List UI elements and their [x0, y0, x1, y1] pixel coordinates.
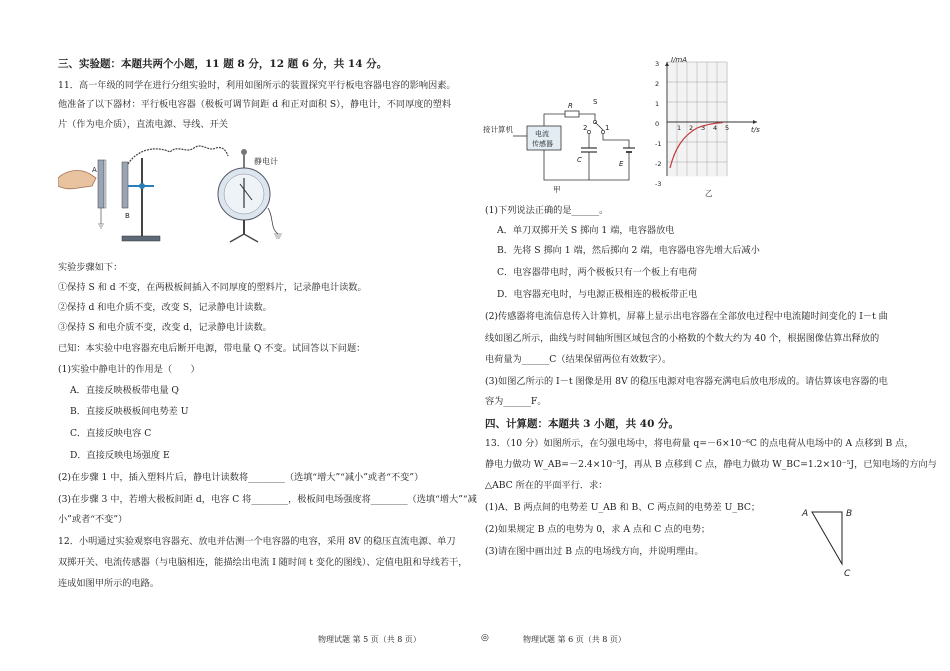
y-tick-label: 2	[655, 80, 660, 88]
y-tick-label: -3	[655, 180, 662, 188]
x-tick-label: 1	[677, 124, 682, 132]
point-a-label: A	[802, 509, 809, 519]
x-tick-label: 2	[689, 124, 694, 132]
plate-b-label: B	[125, 212, 130, 220]
step-3: ③保持 S 和电介质不变，改变 d，记录静电计读数。	[58, 322, 272, 333]
resistor-r	[565, 111, 579, 117]
q11-line-1: 11．高一年级的同学在进行分组实验时，利用如图所示的装置探究平行板电容器电容的影响因素。	[58, 80, 456, 91]
triangle-abc	[790, 502, 870, 582]
q13-sub3: (3)请在图中画出过 B 点的电场线方向，并说明理由。	[485, 546, 704, 557]
q12-right-sub2-line-3: 电荷量为______C（结果保留两位有效数字）。	[485, 354, 672, 365]
q12-line-3: 连成如图甲所示的电路。	[58, 578, 160, 589]
y-tick-label: 1	[655, 100, 660, 108]
graph-ylabel: I/mA	[671, 56, 688, 64]
q11-known: 已知：本实验中电容器充电后断开电源，带电量 Q 不变。试回答以下问题：	[58, 343, 366, 354]
graph-grid	[667, 62, 730, 176]
right-page	[475, 0, 950, 671]
plate-a	[98, 160, 104, 208]
terminal-2-label: 2	[583, 124, 588, 132]
q12-right-option-c: C．电容器带电时，两个极板只有一个板上有电荷	[497, 267, 697, 278]
y-tick-label: -1	[655, 140, 662, 148]
q11-sub1: (1)实验中静电计的作用是（ ）	[58, 364, 200, 375]
plate-a-label: A	[92, 166, 97, 174]
q12-right-option-b: B．先将 S 掷向 1 端，然后掷向 2 端，电容器电容先增大后减小	[497, 245, 760, 256]
computer-label: 接计算机	[483, 125, 513, 134]
q11-sub3-line-2: 小”或者“不变”）	[58, 514, 128, 525]
point-b-label: B	[846, 509, 853, 519]
x-tick-label: 4	[713, 124, 718, 132]
circuit-caption: 甲	[553, 185, 561, 194]
y-tick-label: 3	[655, 60, 660, 68]
q12-right-sub1: (1)下列说法正确的是______。	[485, 205, 609, 216]
sensor-label-2: 传感器	[532, 140, 553, 148]
terminal-1-label: 1	[605, 124, 610, 132]
x-tick-label: 3	[701, 124, 706, 132]
point-c-label: C	[844, 569, 851, 579]
footer-left: 物理试题 第 5 页（共 8 页）	[318, 635, 421, 644]
resistor-label: R	[568, 102, 573, 110]
q11-line-2: 他准备了以下器材：平行板电容器（极板可调节间距 d 和正对面积 S），静电计，不同厚度的塑料	[58, 99, 452, 110]
q11-option-b: B．直接反映极板间电势差 U	[70, 406, 189, 417]
x-tick-label: 5	[725, 124, 730, 132]
capacitor-label: C	[577, 156, 582, 164]
sensor-label-1: 电流	[535, 130, 549, 138]
q11-apparatus-figure	[58, 138, 298, 250]
q13-line-2: 静电力做功 W_AB=－2.4×10⁻⁵J，再从 B 点移到 C 点，静电力做功 W_BC=1.2×10⁻⁵J，已知电场的方向与	[485, 459, 937, 470]
q11-option-a: A．直接反映极板带电量 Q	[70, 385, 179, 396]
section4-heading: 四、计算题：本题共 3 小题，共 40 分。	[485, 418, 680, 430]
switch-s	[595, 122, 603, 130]
plate-b	[122, 162, 128, 208]
battery-label: E	[619, 160, 624, 168]
q13-line-1: 13．（10 分）如图所示，在匀强电场中，将电荷量 q=－6×10⁻⁶C 的点电荷从电场中的 A 点移到 B 点，	[485, 438, 914, 449]
electrometer-label: 静电计	[254, 157, 278, 166]
q11-line-3: 片（作为电介质），直流电源、导线、开关	[58, 119, 228, 130]
q11-sub3-line-1: (3)在步骤 3 中，若增大极板间距 d，电容 C 将________，极板间电场强度将________（选填“增大”“减	[58, 494, 477, 505]
q11-sub2: (2)在步骤 1 中，插入塑料片后，静电计读数将________（选填“增大”“减小”或者“不变”）	[58, 472, 424, 483]
it-graph	[653, 52, 763, 202]
footer-right: 物理试题 第 6 页（共 8 页）	[523, 635, 626, 644]
q13-sub2: (2)如果规定 B 点的电势为 0，求 A 点和 C 点的电势；	[485, 524, 711, 535]
hand-icon	[58, 171, 96, 189]
q12-right-sub3-line-1: (3)如图乙所示的 I－t 图像是用 8V 的稳压电源对电容器充满电后放电形成的。请估算该电容器的电	[485, 376, 888, 387]
y-tick-label: -2	[655, 160, 662, 168]
step-2: ②保持 d 和电介质不变，改变 S，记录静电计读数。	[58, 302, 272, 313]
q13-sub1: (1)A、B 两点间的电势差 U_AB 和 B、C 两点间的电势差 U_BC；	[485, 502, 761, 513]
circuit-diagram	[483, 90, 643, 200]
q12-line-2: 双掷开关、电流传感器（与电脑相连，能描绘出电流 I 随时间 t 变化的图线）、定值电阻和导线若干，	[58, 557, 468, 568]
q12-right-sub2-line-2: 线如图乙所示，曲线与时间轴所围区域包含的小格数的个数大约为 40 个，根据图像估算出释放的	[485, 333, 880, 344]
graph-xlabel: t/s	[751, 126, 760, 134]
step-1: ①保持 S 和 d 不变，在两极板间插入不同厚度的塑料片，记录静电计读数。	[58, 282, 367, 293]
binding-mark: ◎	[481, 633, 489, 643]
graph-caption: 乙	[705, 189, 713, 198]
q11-option-d: D．直接反映电场强度 E	[70, 450, 170, 461]
q12-right-option-d: D．电容器充电时，与电源正极相连的极板带正电	[497, 289, 698, 300]
y-tick-label: 0	[655, 120, 660, 128]
q12-right-sub2-line-1: (2)传感器将电流信息传入计算机，屏幕上显示出电容器在全部放电过程中电流随时间变化的 I－t 曲	[485, 311, 888, 322]
q11-option-c: C．直接反映电容 C	[70, 428, 152, 439]
q12-line-1: 12．小明通过实验观察电容器充、放电并估测一个电容器的电容，采用 8V 的稳压直流电源、单刀	[58, 536, 456, 547]
q12-right-sub3-line-2: 容为______F。	[485, 396, 547, 407]
switch-label: S	[593, 98, 598, 106]
q13-line-3: △ABC 所在的平面平行．求：	[485, 480, 608, 491]
triangle-shape	[812, 512, 842, 564]
steps-title: 实验步骤如下：	[58, 262, 123, 273]
section3-heading: 三、实验题：本题共两个小题，11 题 8 分，12 题 6 分，共 14 分。	[58, 58, 388, 70]
q12-right-option-a: A．单刀双掷开关 S 掷向 1 端，电容器放电	[497, 225, 675, 236]
